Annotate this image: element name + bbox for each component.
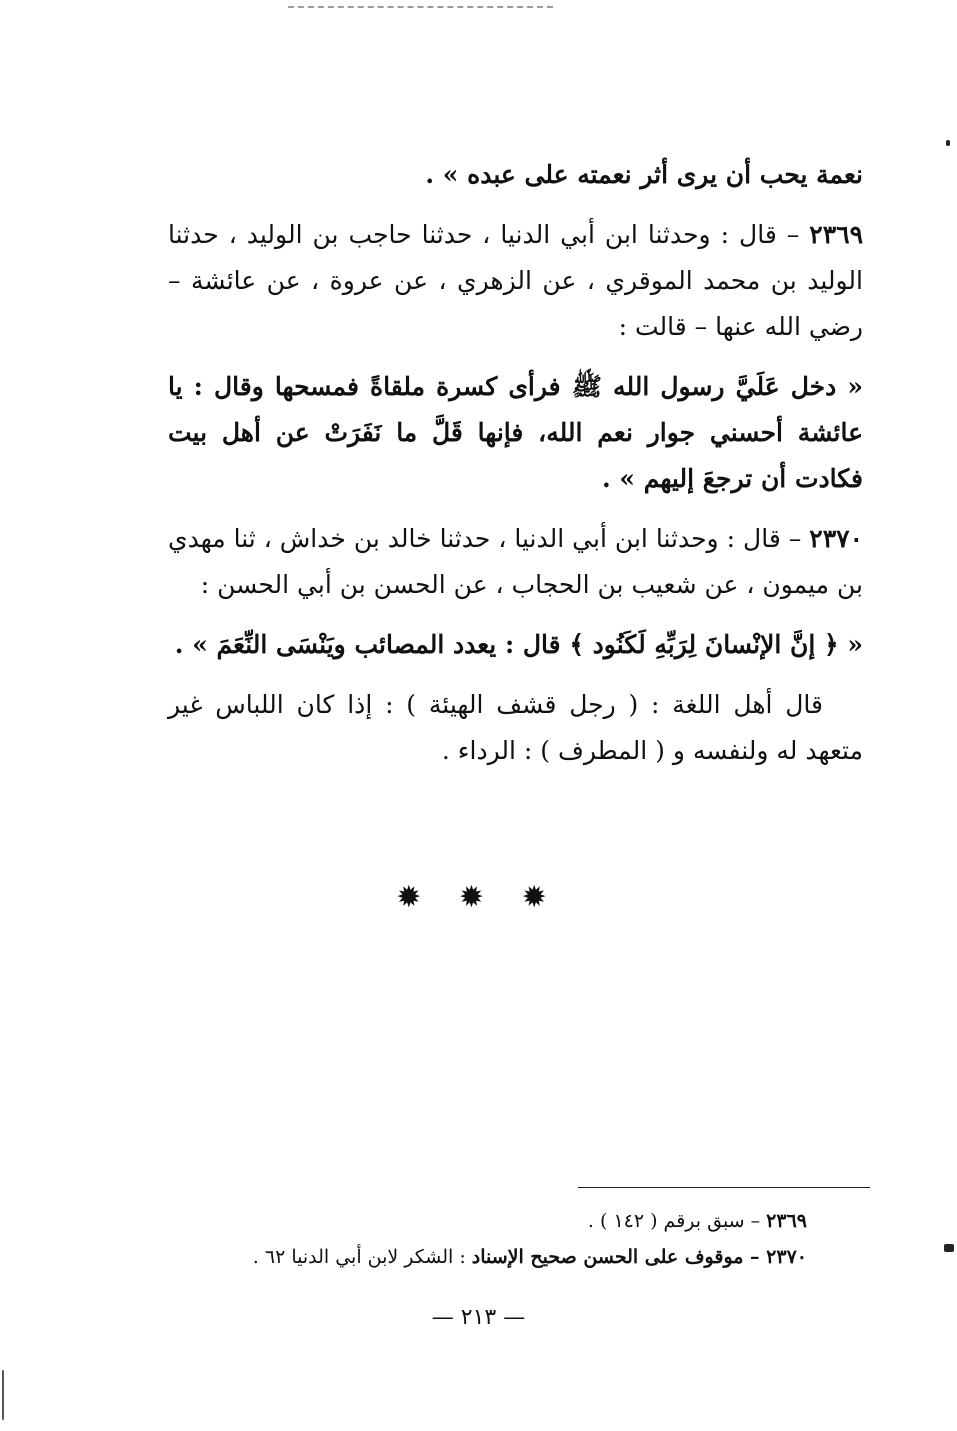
section-separator-stars: ✹ ✹ ✹ xyxy=(396,880,561,915)
footnote-rule xyxy=(578,1187,870,1188)
scan-edge xyxy=(2,1370,4,1420)
footnote-item xyxy=(168,1203,807,1239)
hadith-2369 xyxy=(168,212,863,350)
footnote-grading: – موقوف على الحسن صحيح الإسناد xyxy=(471,1246,767,1268)
scan-speck xyxy=(944,1244,954,1252)
footnote-item xyxy=(168,1239,807,1275)
lexical-note: قال أهل اللغة : ( رجل قشف الهيئة ) : إذا كان اللباس غير متعهد له ولنفسه و ( المطرف ) : الرداء . xyxy=(168,690,863,765)
footnote-text: – سبق برقم ( ١٤٢ ) . xyxy=(587,1210,767,1232)
footnotes xyxy=(168,1203,807,1275)
footnote-text: : الشكر لابن أبي الدنيا ٦٢ . xyxy=(252,1246,472,1268)
hadith-2369-text: « دخل عَلَيَّ رسول الله ﷺ فرأى كسرة ملقاةً فمسحها وقال : يا عائشة أحسني جوار نعم الله، فإنها قَلَّ ما نَفَرَتْ عن أهل بيت فكادت أن ترجعَ إليهم » . xyxy=(168,372,863,493)
scan-speck xyxy=(946,140,950,146)
top-edge-mark xyxy=(288,6,553,8)
main-text xyxy=(168,152,863,774)
hadith-number: ٢٣٦٩ xyxy=(809,220,863,249)
footnote-number: ٢٣٦٩ xyxy=(766,1210,807,1232)
hadith-number: ٢٣٧٠ xyxy=(809,524,863,553)
hadith-chain: – قال : وحدثنا ابن أبي الدنيا ، حدثنا خالد بن خداش ، ثنا مهدي بن ميمون ، عن شعيب بن الحجاب ، عن الحسن بن أبي الحسن : xyxy=(168,524,863,599)
footnote-number: ٢٣٧٠ xyxy=(766,1246,807,1268)
hadith-2370 xyxy=(168,516,863,608)
hadith-2370-text: « ﴿ إنَّ الإنْسانَ لِرَبِّهِ لَكَنُود ﴾ قال : يعدد المصائب ويَنْسَى النِّعَمَ » . xyxy=(174,630,863,659)
hadith-chain: – قال : وحدثنا ابن أبي الدنيا ، حدثنا حاجب بن الوليد ، حدثنا الوليد بن محمد الموقري ، عن الزهري ، عن عروة ، عن عائشة – رضي الله عنها – قالت : xyxy=(168,220,863,341)
paragraph-continuation: نعمة يحب أن يرى أثر نعمته على عبده » . xyxy=(425,160,863,189)
page-number: — ٢١٣ — xyxy=(431,1305,526,1330)
